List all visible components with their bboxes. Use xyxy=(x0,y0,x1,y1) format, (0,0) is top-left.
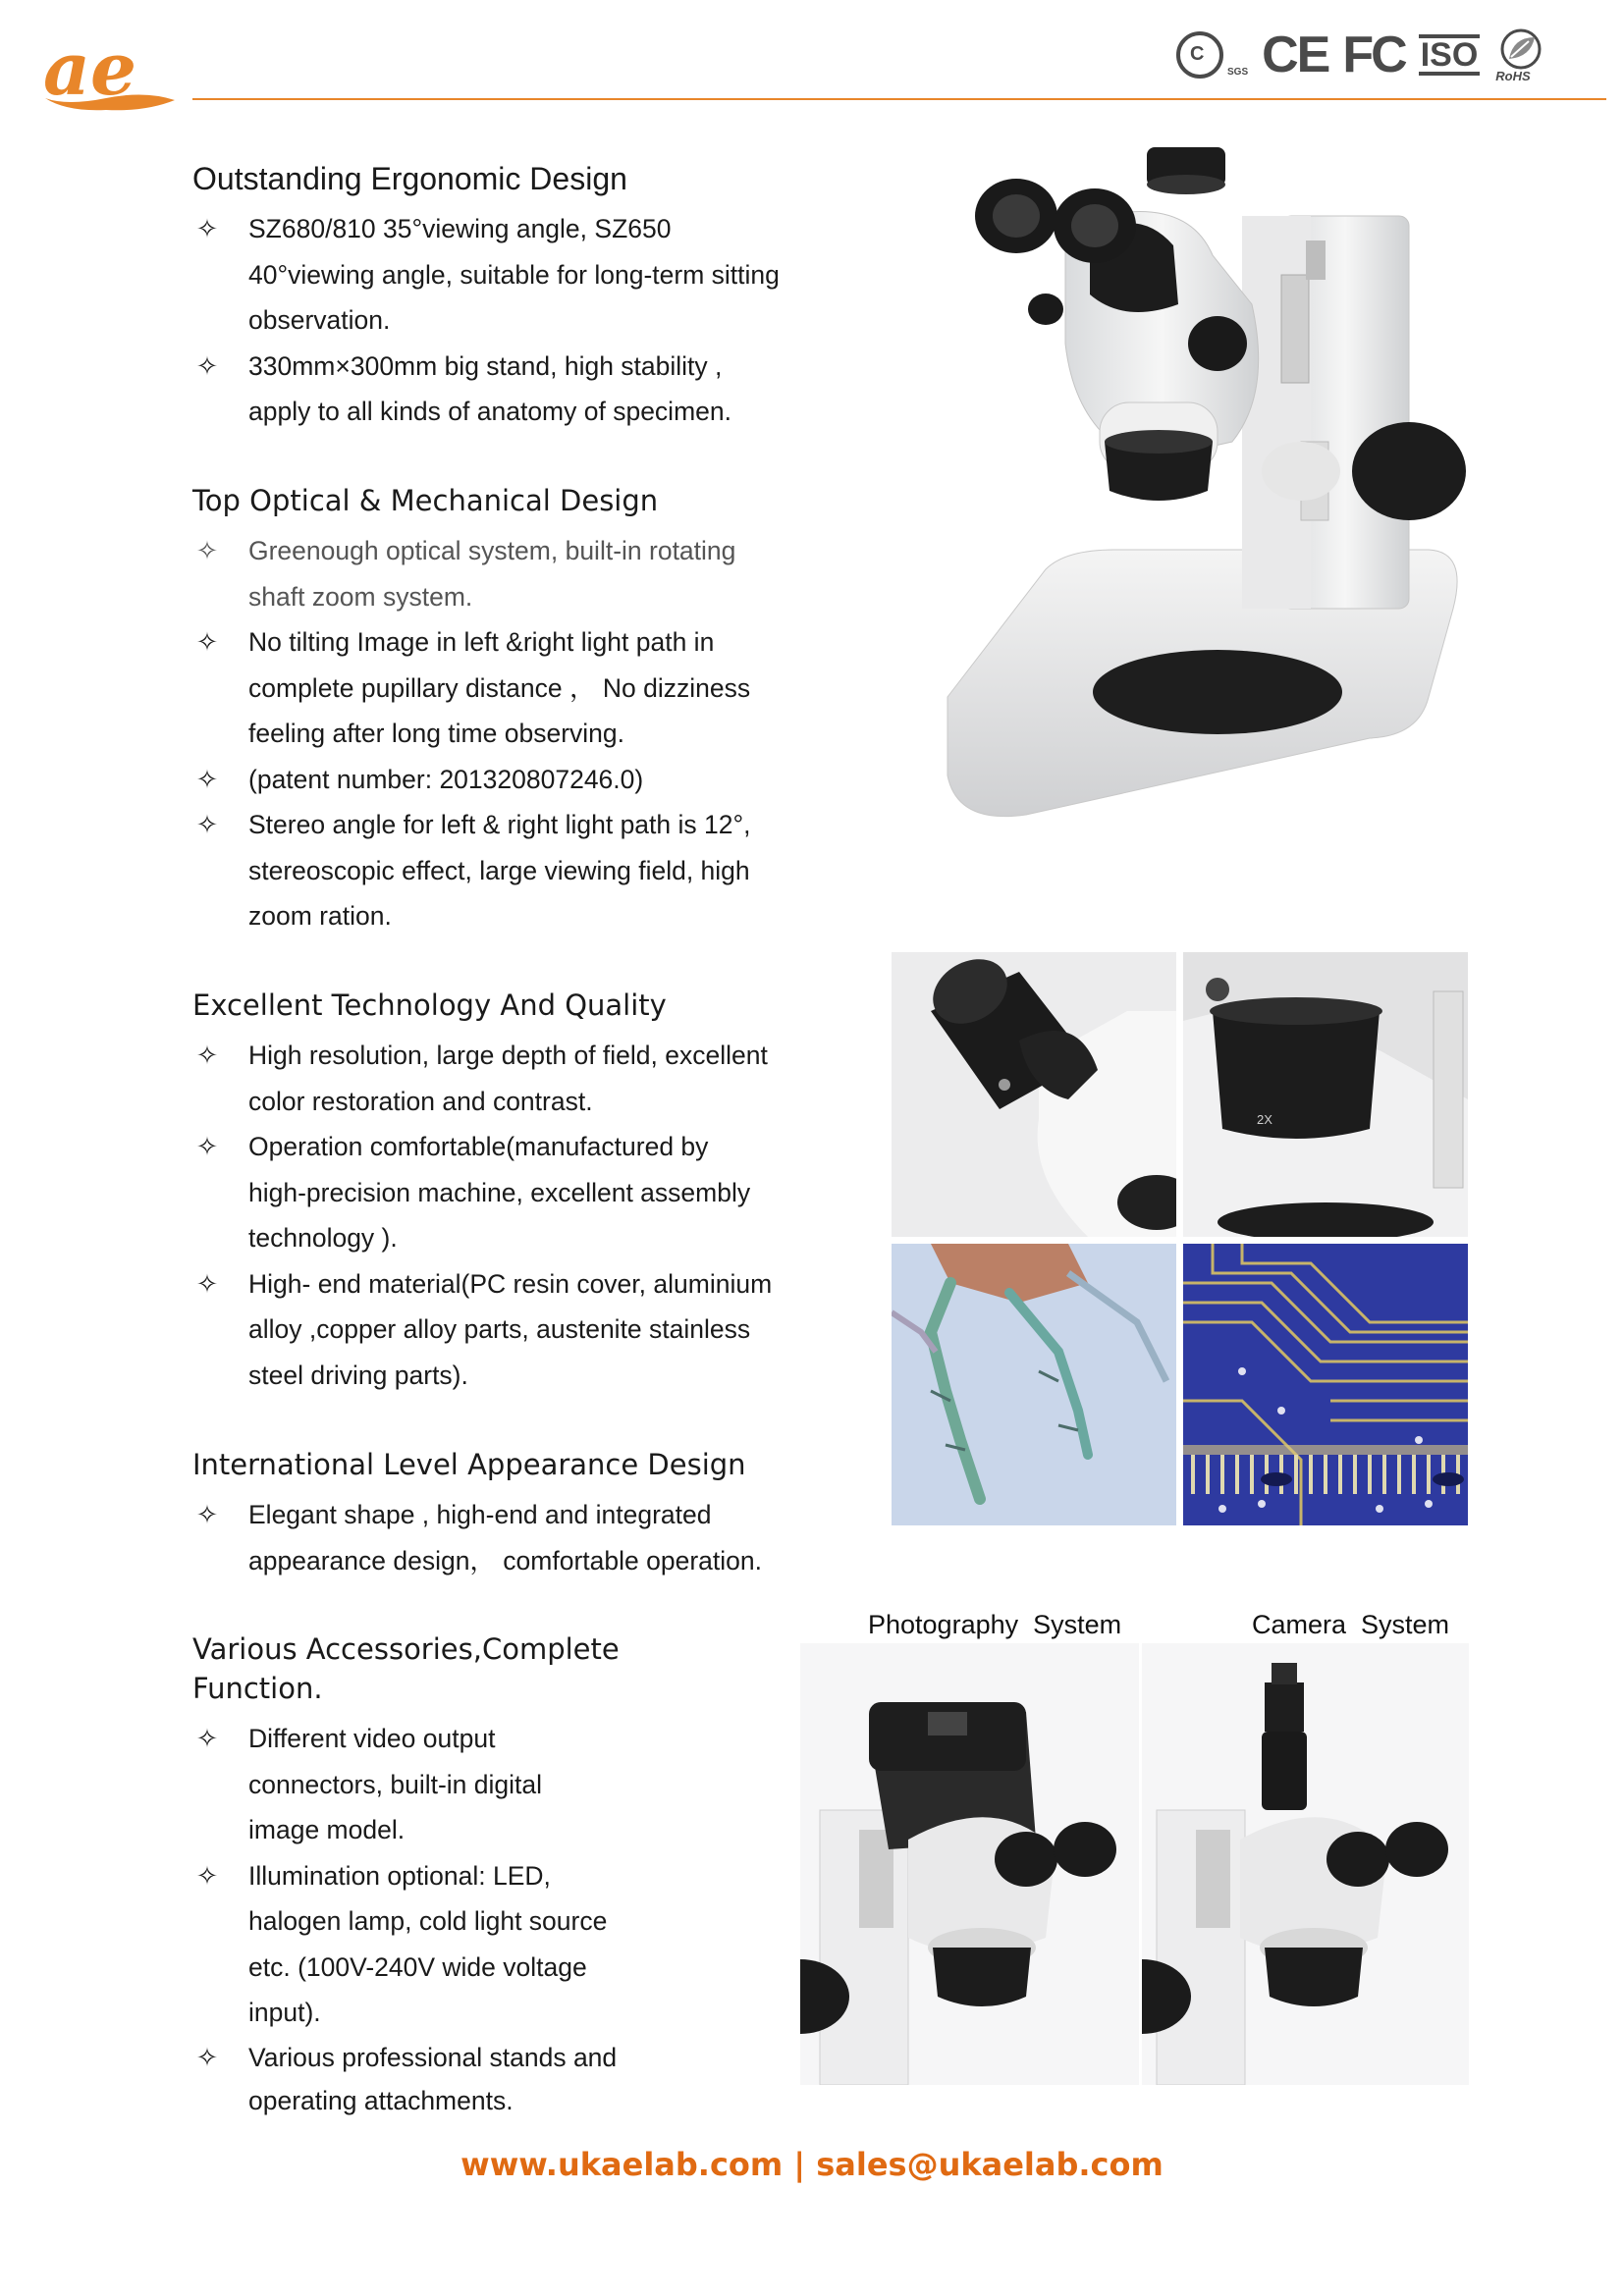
list-item: zoom ration. xyxy=(248,901,392,931)
list-item: ✧ Elegant shape , high-end and integrated xyxy=(192,1492,821,1538)
list-item: connectors, built-in digital xyxy=(248,1769,543,1799)
bullet-star-icon: ✧ xyxy=(195,1860,219,1891)
bullet-star-icon: ✧ xyxy=(195,764,219,794)
list-item: ✧ Operation comfortable(manufactured by xyxy=(192,1124,821,1170)
section-title: Excellent Technology And Quality xyxy=(192,988,667,1022)
stereo-microscope-image xyxy=(918,147,1468,825)
ce-mark-icon: CE xyxy=(1262,27,1329,83)
section-title: Outstanding Ergonomic Design xyxy=(192,161,627,196)
rohs-label: RoHS xyxy=(1495,69,1531,83)
list-item: ✧ No tilting Image in left &right light path in xyxy=(192,619,821,666)
contact-footer: www.ukaelab.com | sales@ukaelab.com xyxy=(460,2146,1164,2183)
section-title: International Level Appearance Design xyxy=(192,1448,746,1481)
list-item: ✧ Illumination optional: LED, xyxy=(192,1853,703,1899)
list-item: steel driving parts). xyxy=(248,1360,468,1390)
list-item: complete pupillary distance ， No dizziness xyxy=(248,672,751,703)
feature-list xyxy=(192,1716,703,2122)
feature-list xyxy=(192,1033,821,1398)
list-item: observation. xyxy=(248,305,391,335)
list-item: operating attachments. xyxy=(248,2085,514,2115)
company-logo xyxy=(37,29,185,118)
list-item: color restoration and contrast. xyxy=(248,1086,593,1116)
bullet-star-icon: ✧ xyxy=(195,1041,219,1070)
objective-marking: 2X xyxy=(1257,1112,1272,1127)
header-divider xyxy=(192,98,1606,100)
camera-system-image xyxy=(1142,1643,1469,2085)
list-item: ✧ 330mm×300mm big stand, high stability , xyxy=(192,344,821,390)
bullet-star-icon: ✧ xyxy=(195,810,219,839)
circuit-board-image xyxy=(1183,1244,1468,1525)
bullet-star-icon: ✧ xyxy=(195,1500,219,1529)
list-item: stereoscopic effect, large viewing field, high xyxy=(248,855,750,885)
logo-text: ae xyxy=(43,29,137,112)
section-optical-mechanical-design xyxy=(192,481,821,939)
eyepiece-detail-image xyxy=(892,952,1176,1237)
section-accessories xyxy=(192,1629,703,2122)
list-item: ✧ High resolution, large depth of field, excellent xyxy=(192,1033,821,1079)
list-item: halogen lamp, cold light source xyxy=(248,1906,608,1936)
section-title: Top Optical & Mechanical Design xyxy=(192,484,659,517)
list-item: high-precision machine, excellent assembly xyxy=(248,1177,751,1207)
objective-lens-detail-image xyxy=(1183,952,1468,1237)
list-item: image model. xyxy=(248,1815,406,1844)
bullet-star-icon: ✧ xyxy=(195,1724,219,1753)
list-item: etc. (100V-240V wide voltage xyxy=(248,1951,587,1982)
bullet-star-icon: ✧ xyxy=(195,1268,219,1299)
ccc-certification-icon: C xyxy=(1176,31,1223,79)
list-item: ✧ Different video output xyxy=(192,1716,703,1762)
iso-mark-icon: ISO xyxy=(1420,36,1479,74)
section-appearance-design xyxy=(192,1445,821,1583)
list-item: appearance design， comfortable operation. xyxy=(248,1545,762,1575)
list-item: ✧ High- end material(PC resin cover, aluminium xyxy=(192,1261,821,1308)
sgs-label: SGS xyxy=(1227,66,1249,78)
certification-strip xyxy=(1176,26,1548,84)
list-item: technology ). xyxy=(248,1223,398,1253)
list-item: feeling after long time observing. xyxy=(248,719,624,748)
list-item: ✧ Stereo angle for left & right light path is 12°, xyxy=(192,802,821,848)
list-item: ✧ SZ680/810 35°viewing angle, SZ650 xyxy=(192,206,821,252)
photography-system-caption: Photography System xyxy=(868,1610,1122,1639)
fcc-mark-icon: FC xyxy=(1342,27,1405,83)
feature-list xyxy=(192,206,821,435)
list-item: shaft zoom system. xyxy=(248,581,473,612)
section-technology-quality xyxy=(192,986,821,1398)
rohs-leaf-icon xyxy=(1493,27,1548,82)
list-item: ✧ (patent number: 201320807246.0) xyxy=(192,757,821,803)
section-title: Various Accessories,Complete Function. xyxy=(192,1632,620,1705)
list-item: 40°viewing angle, suitable for long-term sitting xyxy=(248,259,780,290)
list-item: apply to all kinds of anatomy of specimen. xyxy=(248,397,731,426)
bullet-star-icon: ✧ xyxy=(195,214,219,243)
list-item: alloy ,copper alloy parts, austenite stainless xyxy=(248,1314,751,1344)
bullet-star-icon: ✧ xyxy=(195,536,219,565)
list-item: ✧ Various professional stands and xyxy=(192,2036,703,2079)
section-ergonomic-design xyxy=(192,159,821,435)
list-item: ✧ Greenough optical system, built-in rotating xyxy=(192,528,821,574)
feature-list xyxy=(192,528,821,939)
feature-list xyxy=(192,1492,821,1583)
photography-system-image xyxy=(800,1643,1139,2085)
bullet-star-icon: ✧ xyxy=(195,350,219,381)
camera-system-caption: Camera System xyxy=(1252,1610,1450,1639)
bullet-star-icon: ✧ xyxy=(195,627,219,657)
bullet-star-icon: ✧ xyxy=(195,1132,219,1161)
list-item: input). xyxy=(248,1998,321,2027)
bullet-star-icon: ✧ xyxy=(195,2042,219,2072)
specimen-insect-legs-image xyxy=(892,1244,1176,1525)
